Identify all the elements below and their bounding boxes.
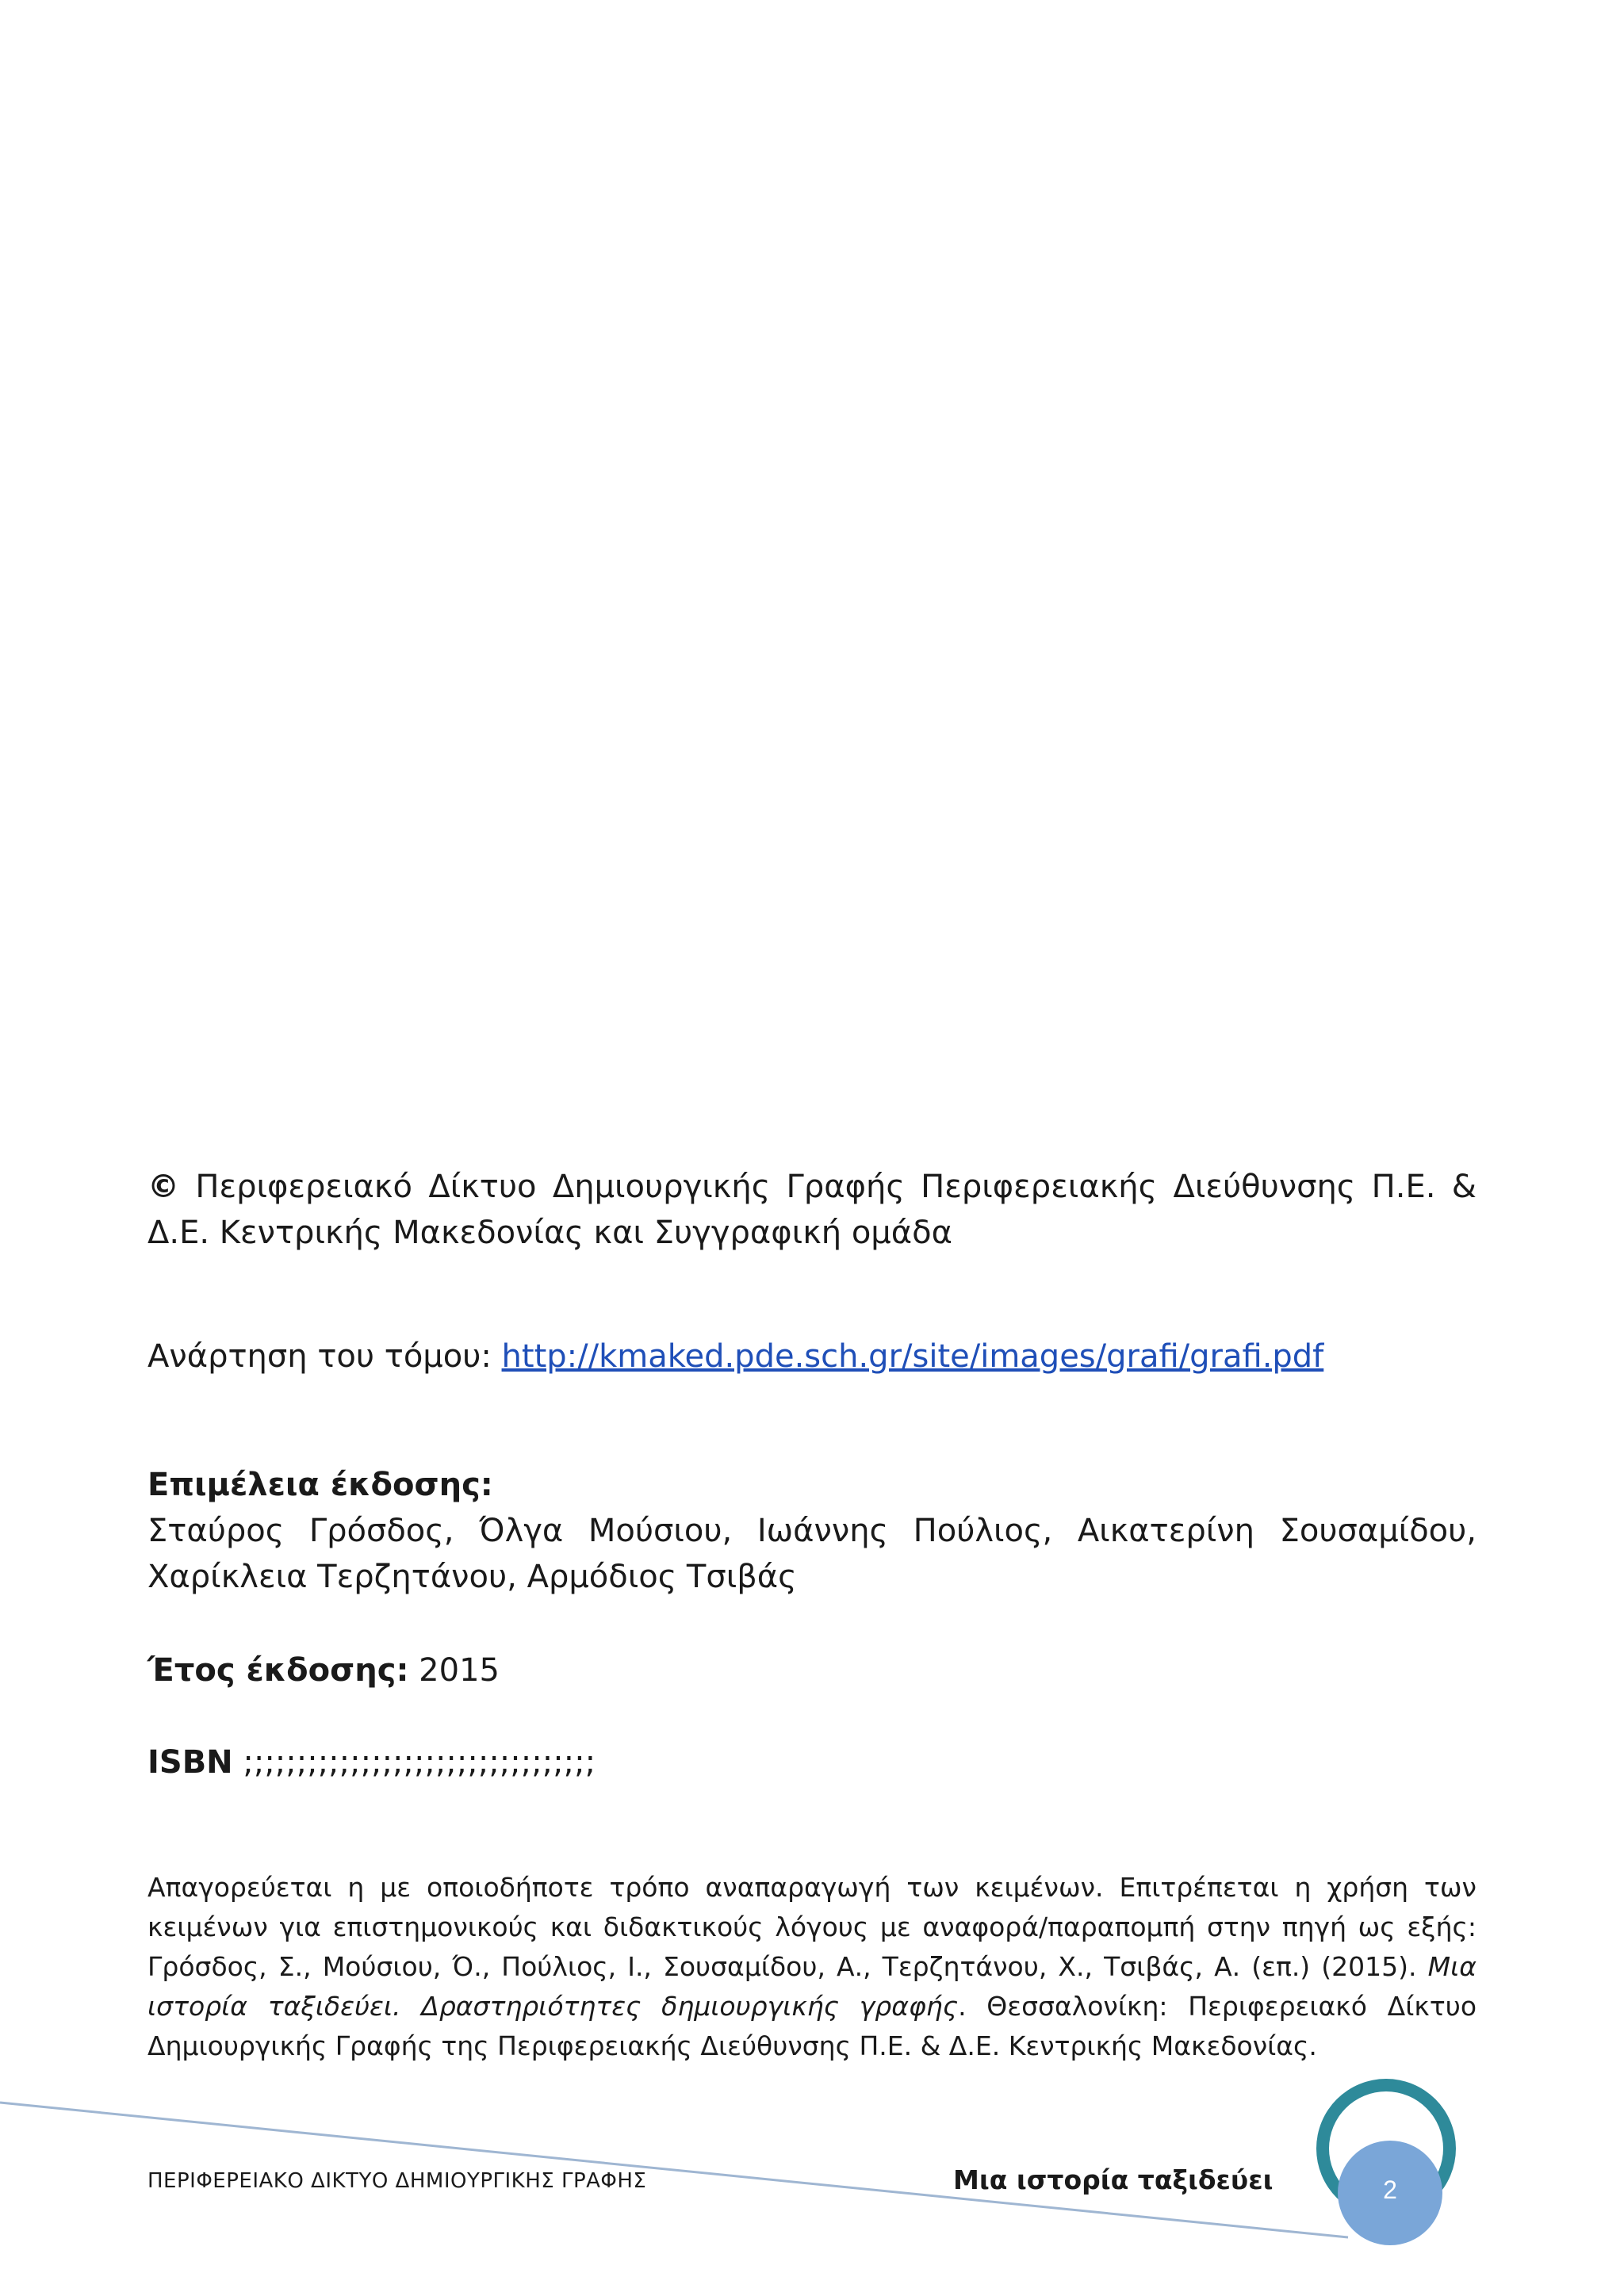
notice-line-1: Απαγορεύεται η με οποιοδήποτε τρόπο αναπαραγωγή των κειμένων. Επιτρέπεται η χρήση των xyxy=(147,1872,1477,1903)
editors-line-2: Χαρίκλεια Τερζητάνου, Αρμόδιος Τσιβάς xyxy=(147,1559,797,1595)
notice-line-5: Δημιουργικής Γραφής της Περιφερειακής Διεύθυνσης Π.Ε. & Δ.Ε. Κεντρικής Μακεδονίας. xyxy=(147,2030,1317,2061)
footer-book-title: Μια ιστορία ταξιδεύει xyxy=(953,2164,1274,2195)
notice-line-4: ιστορία ταξιδεύει. Δραστηριότητες δημιουργικής γραφής. Θεσσαλονίκη: Περιφερειακό Δίκτυο xyxy=(147,1991,1477,2022)
copyright-symbol: © xyxy=(147,1169,179,1205)
editing-heading: Επιμέλεια έκδοσης: xyxy=(147,1467,493,1503)
volume-url-link[interactable]: http://kmaked.pde.sch.gr/site/images/grafi/grafi.pdf xyxy=(501,1338,1324,1375)
footer-network-name: ΠΕΡΙΦΕΡΕΙΑΚΟ ΔΙΚΤΥΟ ΔΗΜΙΟΥΡΓΙΚΗΣ ΓΡΑΦΗΣ xyxy=(147,2169,647,2193)
isbn-label: ISBN xyxy=(147,1744,233,1781)
notice-line-3: Γρόσδος, Σ., Μούσιου, Ό., Πούλιος, Ι., Σουσαμίδου, Α., Τερζητάνου, Χ., Τσιβάς, Α. (επ.) (2015). Μια xyxy=(147,1951,1477,1982)
notice-line-2: κειμένων για επιστημονικούς και διδακτικούς λόγους με αναφορά/παραπομπή στην πηγή ως εξής: xyxy=(147,1911,1477,1942)
page-number: 2 xyxy=(1383,2175,1397,2204)
copyright-line-1: © Περιφερειακό Δίκτυο Δημιουργικής Γραφής Περιφερειακής Διεύθυνσης Π.Ε. & xyxy=(147,1169,1477,1205)
editors-line-1: Σταύρος Γρόσδος, Όλγα Μούσιου, Ιωάννης Πούλιος, Αικατερίνη Σουσαμίδου, xyxy=(147,1513,1477,1549)
copyright-line-2: Δ.Ε. Κεντρικής Μακεδονίας και Συγγραφική ομάδα xyxy=(147,1215,952,1251)
year-value: 2015 xyxy=(408,1652,500,1689)
year-label: Έτος έκδοσης: xyxy=(147,1652,409,1689)
posting-label: Ανάρτηση του τόμου: xyxy=(147,1338,502,1375)
isbn-value: ;;;;;;;;;;;;;;;;;;;;;;;;;;;;;;;;; xyxy=(232,1744,596,1781)
